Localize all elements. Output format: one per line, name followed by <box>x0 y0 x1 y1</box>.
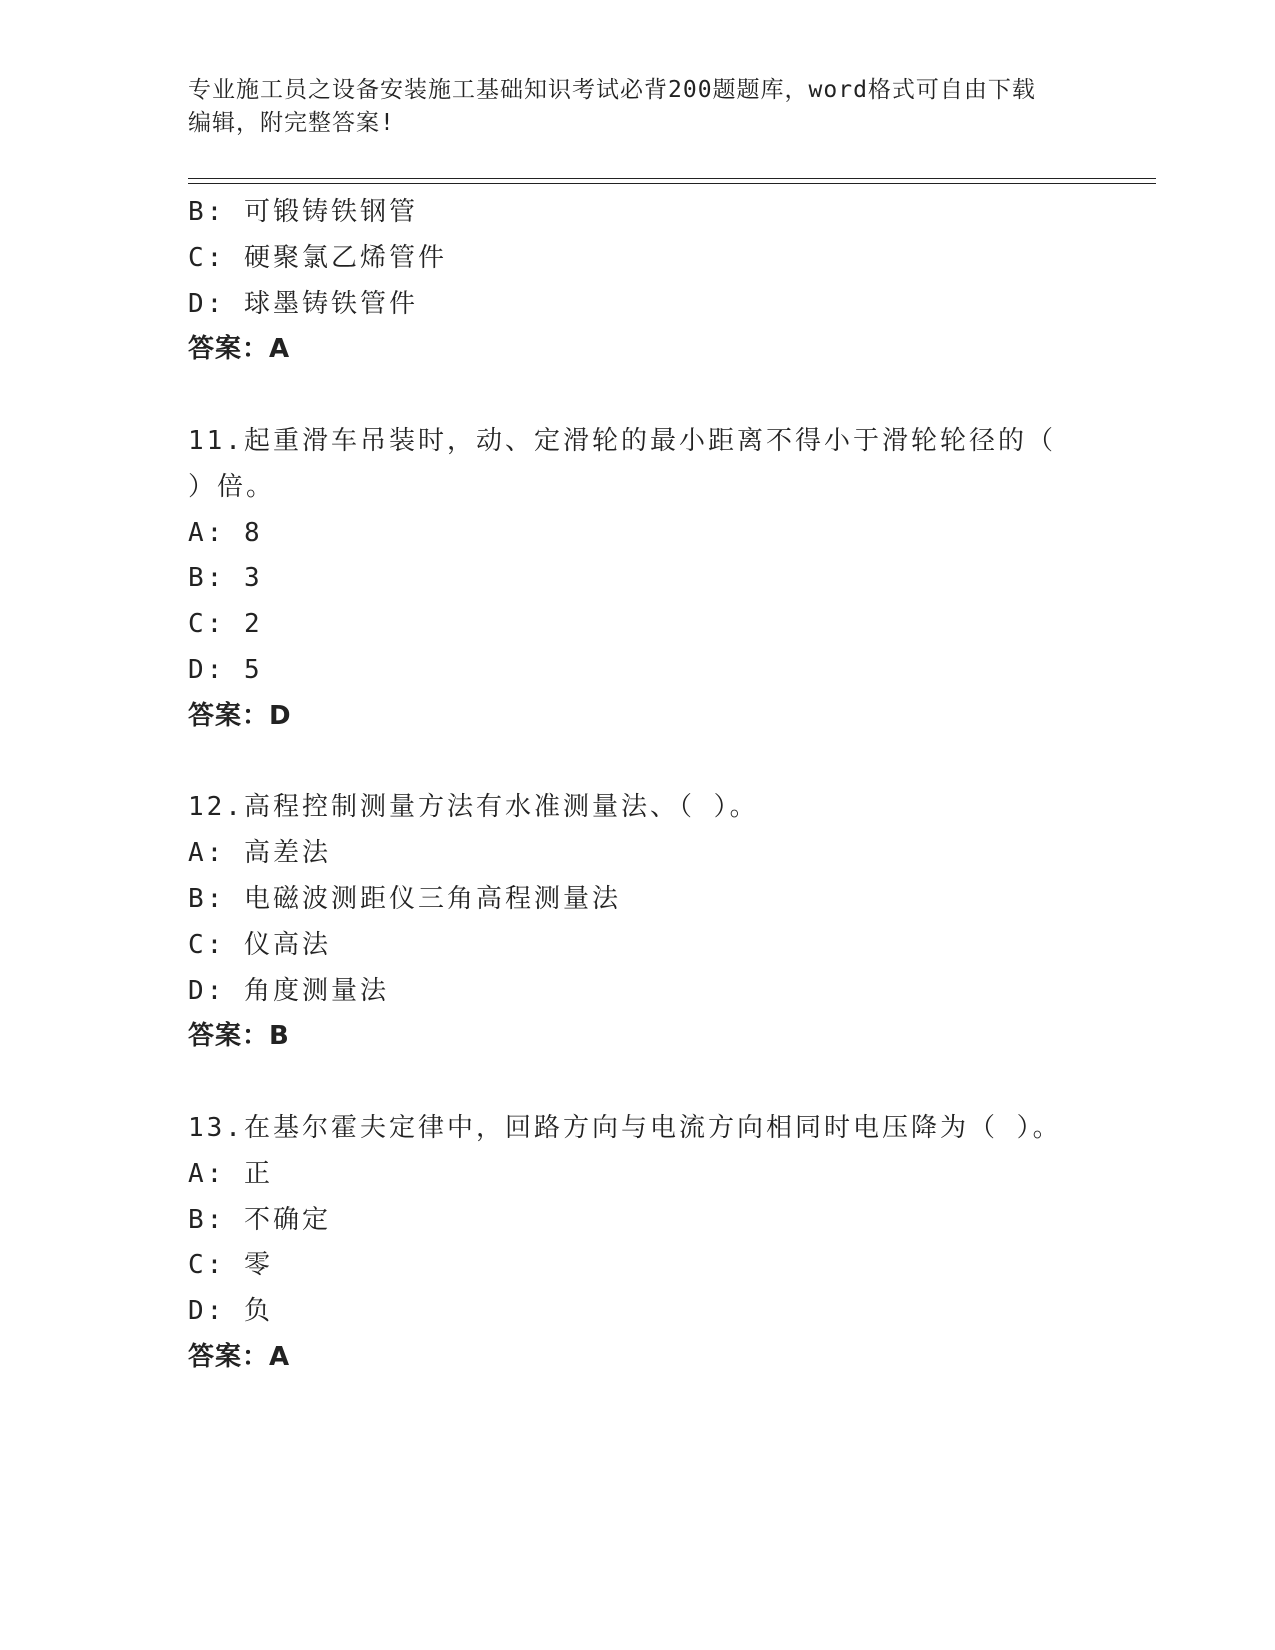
question-12 <box>188 785 1068 1060</box>
option-a: A: 高差法 <box>188 838 331 869</box>
option-b: B: 可锻铸铁钢管 <box>188 197 418 227</box>
question-13 <box>188 1106 1068 1381</box>
question-text: 12.高程控制测量方法有水准测量法、（ ）。 <box>188 792 759 823</box>
header-title-line-2: 编辑，附完整答案! <box>188 110 395 136</box>
question-11 <box>188 419 1068 740</box>
spacer <box>188 740 1068 786</box>
option-a: A: 正 <box>188 1158 273 1189</box>
answer-line: 答案：A <box>188 1341 291 1372</box>
option-b: B: 3 <box>188 563 263 594</box>
question-text: 11.起重滑车吊装时，动、定滑轮的最小距离不得小于滑轮轮径的（ <box>188 425 1056 456</box>
spacer <box>188 373 1068 419</box>
spacer <box>188 1060 1068 1106</box>
answer-line: 答案：D <box>188 700 292 731</box>
option-d: D: 角度测量法 <box>188 975 389 1006</box>
option-a: A: 8 <box>188 517 263 548</box>
document-header <box>188 74 1088 140</box>
option-d: D: 负 <box>188 1296 273 1327</box>
option-c: C: 零 <box>188 1250 273 1281</box>
option-c: C: 2 <box>188 609 263 640</box>
option-c: C: 硬聚氯乙烯管件 <box>188 242 447 273</box>
option-d: D: 球墨铸铁管件 <box>188 288 418 319</box>
option-b: B: 不确定 <box>188 1204 331 1235</box>
answer-line: 答案：A <box>188 334 291 365</box>
option-b: B: 电磁波测距仪三角高程测量法 <box>188 883 621 914</box>
answer-line: 答案：B <box>188 1021 290 1052</box>
question-text: 13.在基尔霍夫定律中，回路方向与电流方向相同时电压降为（ ）。 <box>188 1112 1062 1143</box>
question-list <box>188 190 1068 1381</box>
option-d: D: 5 <box>188 654 263 685</box>
option-c: C: 仪高法 <box>188 929 331 960</box>
question-10-tail <box>188 190 1068 373</box>
header-divider <box>188 178 1156 184</box>
header-title-line-1: 专业施工员之设备安装施工基础知识考试必背200题题库，word格式可自由下载 <box>188 77 1036 103</box>
question-text-continued: ）倍。 <box>188 471 276 502</box>
